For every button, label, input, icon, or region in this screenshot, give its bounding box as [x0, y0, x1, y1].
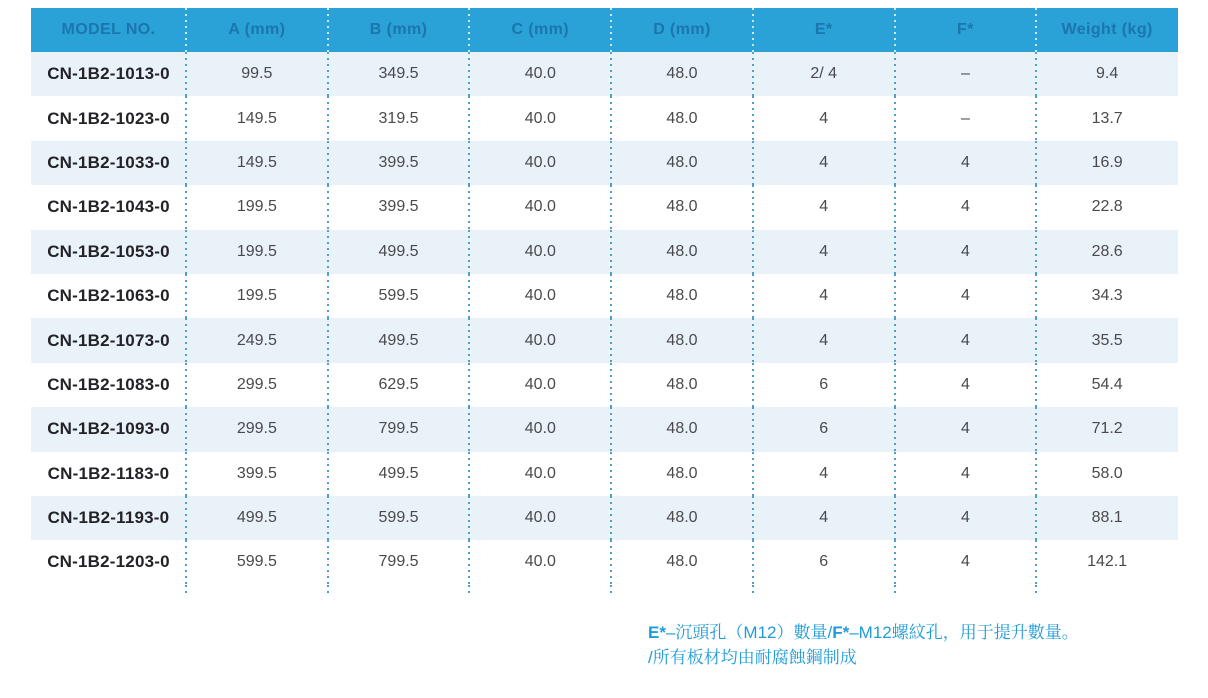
a-mm-cell: 149.5	[186, 96, 328, 140]
a-mm-cell: 399.5	[186, 452, 328, 496]
weight-cell: 34.3	[1091, 287, 1123, 305]
a-mm-cell: 499.5	[186, 496, 328, 540]
c-mm-cell: 40.0	[469, 230, 611, 274]
b-mm-cell: 399.5	[328, 185, 470, 229]
model-no-cell: CN-1B2-1013-0	[31, 52, 186, 96]
d-mm-cell: 48.0	[611, 96, 753, 140]
b-mm-cell: 399.5	[328, 141, 470, 185]
model-no-cell: CN-1B2-1023-0	[31, 96, 186, 140]
footnote-f-label: F*	[832, 623, 850, 642]
model-no-cell: CN-1B2-1093-0	[31, 407, 186, 451]
e-cell: 4	[753, 96, 895, 140]
f-cell: 4	[895, 540, 1037, 584]
a-mm-cell: 199.5	[186, 274, 328, 318]
table-row	[31, 407, 1178, 451]
c-mm-cell: 40.0	[469, 318, 611, 362]
b-mm-cell: 499.5	[328, 318, 470, 362]
a-mm-cell: 149.5	[186, 141, 328, 185]
f-cell: 4	[895, 407, 1037, 451]
b-mm-cell: 319.5	[328, 96, 470, 140]
weight-cell: 71.2	[1091, 420, 1123, 438]
model-no-cell: CN-1B2-1183-0	[31, 452, 186, 496]
a-mm-cell: 599.5	[186, 540, 328, 584]
model-no-cell: CN-1B2-1193-0	[31, 496, 186, 540]
e-cell: 4	[753, 185, 895, 229]
c-mm-cell: 40.0	[469, 363, 611, 407]
b-mm-cell: 499.5	[328, 452, 470, 496]
e-cell: 4	[753, 318, 895, 362]
e-cell: 6	[753, 540, 895, 584]
e-cell: 6	[753, 363, 895, 407]
d-mm-cell: 48.0	[611, 452, 753, 496]
d-mm-cell: 48.0	[611, 230, 753, 274]
c-mm-cell: 40.0	[469, 274, 611, 318]
model-no-cell: CN-1B2-1073-0	[31, 318, 186, 362]
spec-table	[31, 8, 1178, 596]
table-row	[31, 141, 1178, 185]
footnote	[648, 620, 1196, 670]
c-mm-cell: 40.0	[469, 407, 611, 451]
footnote-line2: /所有板材均由耐腐蝕鋼制成	[648, 648, 857, 667]
weight-cell: 13.7	[1091, 109, 1123, 127]
header-cell: MODEL NO.	[31, 8, 186, 52]
e-cell: 4	[753, 496, 895, 540]
c-mm-cell: 40.0	[469, 96, 611, 140]
weight-cell: 28.6	[1091, 242, 1123, 260]
e-cell: 4	[753, 452, 895, 496]
table-row	[31, 496, 1178, 540]
weight-cell: 142.1	[1087, 553, 1128, 571]
weight-cell: 22.8	[1091, 198, 1123, 216]
footnote-e-label: E*	[648, 623, 666, 642]
model-no-cell: CN-1B2-1083-0	[31, 363, 186, 407]
c-mm-cell: 40.0	[469, 452, 611, 496]
e-cell: 6	[753, 407, 895, 451]
b-mm-cell: 599.5	[328, 496, 470, 540]
a-mm-cell: 299.5	[186, 363, 328, 407]
b-mm-cell: 799.5	[328, 540, 470, 584]
c-mm-cell: 40.0	[469, 141, 611, 185]
header-cell: E*	[753, 8, 895, 52]
d-mm-cell: 48.0	[611, 318, 753, 362]
f-cell: –	[895, 52, 1037, 96]
f-cell: 4	[895, 452, 1037, 496]
header-cell: F*	[895, 8, 1037, 52]
header-cell: Weight (kg)	[1061, 21, 1153, 38]
d-mm-cell: 48.0	[611, 407, 753, 451]
f-cell: 4	[895, 141, 1037, 185]
table-row	[31, 452, 1178, 496]
d-mm-cell: 48.0	[611, 141, 753, 185]
footnote-line1-a: –沉頭孔（M12）數量/	[665, 623, 833, 642]
a-mm-cell: 99.5	[186, 52, 328, 96]
b-mm-cell: 799.5	[328, 407, 470, 451]
e-cell: 4	[753, 230, 895, 274]
model-no-cell: CN-1B2-1053-0	[31, 230, 186, 274]
model-no-cell: CN-1B2-1203-0	[31, 540, 186, 584]
weight-cell: 9.4	[1096, 65, 1119, 83]
table-row	[31, 318, 1178, 362]
a-mm-cell: 299.5	[186, 407, 328, 451]
a-mm-cell: 249.5	[186, 318, 328, 362]
a-mm-cell: 199.5	[186, 230, 328, 274]
weight-cell: 35.5	[1091, 331, 1123, 349]
c-mm-cell: 40.0	[469, 185, 611, 229]
weight-cell: 54.4	[1091, 375, 1123, 393]
model-no-cell: CN-1B2-1063-0	[31, 274, 186, 318]
model-no-cell: CN-1B2-1033-0	[31, 141, 186, 185]
table-row	[31, 52, 1178, 96]
f-cell: 4	[895, 496, 1037, 540]
table-row	[31, 230, 1178, 274]
weight-cell: 88.1	[1091, 509, 1123, 527]
weight-cell: 16.9	[1091, 153, 1123, 171]
d-mm-cell: 48.0	[611, 274, 753, 318]
table-row	[31, 96, 1178, 140]
f-cell: 4	[895, 185, 1037, 229]
f-cell: 4	[895, 363, 1037, 407]
table-row	[31, 185, 1178, 229]
b-mm-cell: 599.5	[328, 274, 470, 318]
c-mm-cell: 40.0	[469, 52, 611, 96]
table-row	[31, 274, 1178, 318]
b-mm-cell: 499.5	[328, 230, 470, 274]
f-cell: 4	[895, 274, 1037, 318]
header-cell: A (mm)	[186, 8, 328, 52]
d-mm-cell: 48.0	[611, 540, 753, 584]
c-mm-cell: 40.0	[469, 496, 611, 540]
e-cell: 4	[753, 274, 895, 318]
table-row	[31, 363, 1178, 407]
table-body	[31, 52, 1178, 585]
f-cell: 4	[895, 230, 1037, 274]
a-mm-cell: 199.5	[186, 185, 328, 229]
e-cell: 2/ 4	[753, 52, 895, 96]
header-cell: C (mm)	[469, 8, 611, 52]
f-cell: –	[895, 96, 1037, 140]
b-mm-cell: 349.5	[328, 52, 470, 96]
b-mm-cell: 629.5	[328, 363, 470, 407]
e-cell: 4	[753, 141, 895, 185]
table-header-row	[31, 8, 1178, 52]
d-mm-cell: 48.0	[611, 496, 753, 540]
model-no-cell: CN-1B2-1043-0	[31, 185, 186, 229]
header-cell: B (mm)	[328, 8, 470, 52]
table-row	[31, 540, 1178, 584]
separator-tail-row	[31, 585, 1178, 596]
weight-cell: 58.0	[1091, 464, 1123, 482]
d-mm-cell: 48.0	[611, 52, 753, 96]
c-mm-cell: 40.0	[469, 540, 611, 584]
d-mm-cell: 48.0	[611, 185, 753, 229]
d-mm-cell: 48.0	[611, 363, 753, 407]
f-cell: 4	[895, 318, 1037, 362]
footnote-line1-b: –M12螺紋孔，用于提升數量。	[849, 623, 1079, 642]
header-cell: D (mm)	[611, 8, 753, 52]
